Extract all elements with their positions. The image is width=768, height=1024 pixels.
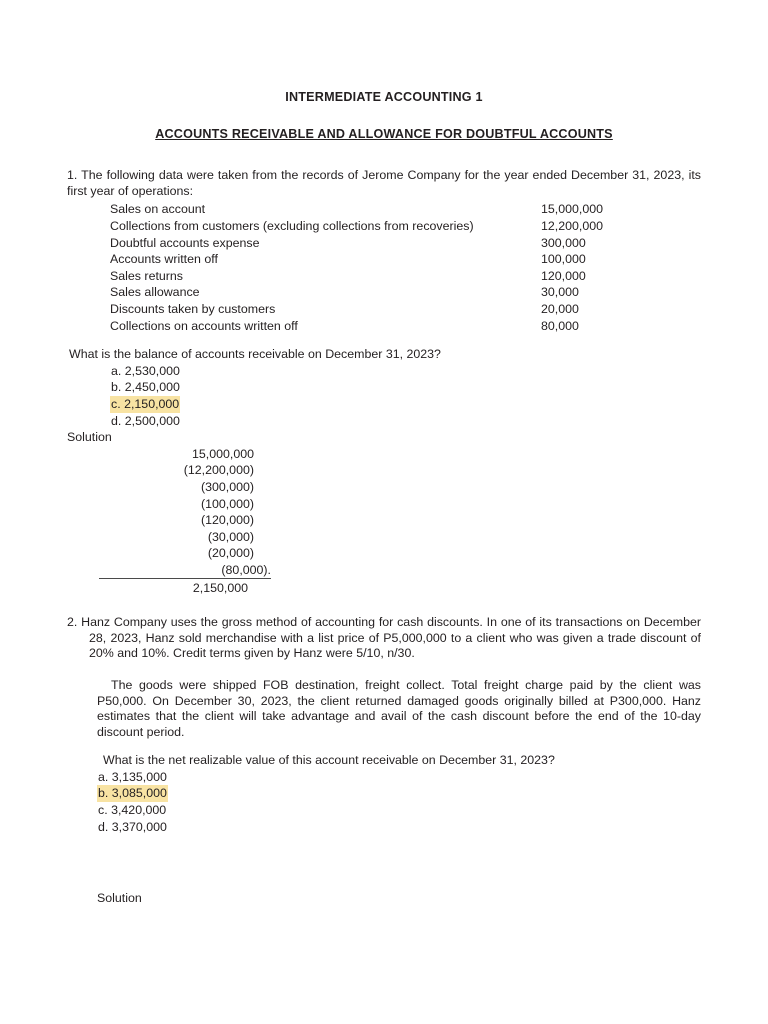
document-subtitle: ACCOUNTS RECEIVABLE AND ALLOWANCE FOR DOUBTFUL ACCOUNTS <box>155 127 613 142</box>
question-1-choices <box>67 363 701 429</box>
table-row <box>67 284 701 301</box>
computation-line: (12,200,000) <box>183 463 254 478</box>
table-row <box>67 318 701 335</box>
choice-option[interactable] <box>67 785 701 802</box>
question-1-block <box>67 168 701 597</box>
data-row-amount: 300,000 <box>541 235 586 250</box>
question-2-solution-label: Solution <box>97 891 142 906</box>
table-row <box>67 201 701 218</box>
computation-line: (100,000) <box>200 496 254 511</box>
question-1-intro: 1. The following data were taken from the records of Jerome Company for the year ended December 31, 2023, its first year of operations: <box>67 168 701 198</box>
computation-line: (80,000). <box>99 562 271 580</box>
data-row-amount: 15,000,000 <box>541 202 604 217</box>
data-row-amount: 80,000 <box>541 318 579 333</box>
computation-line: (20,000) <box>207 546 254 561</box>
table-row <box>67 235 701 252</box>
choice-label: d. 3,370,000 <box>98 819 167 834</box>
data-row-label: Sales allowance <box>110 285 200 300</box>
table-row <box>67 301 701 318</box>
choice-option[interactable] <box>67 413 701 430</box>
choice-label: c. 3,420,000 <box>98 803 167 818</box>
computation-total: 2,150,000 <box>192 581 248 596</box>
data-row-label: Discounts taken by customers <box>110 301 276 316</box>
data-row-label: Accounts written off <box>110 252 218 267</box>
document-title: INTERMEDIATE ACCOUNTING 1 <box>285 90 483 104</box>
table-row <box>67 268 701 285</box>
computation-line: (30,000) <box>207 529 254 544</box>
question-1-data-table <box>67 201 701 334</box>
computation-line: (300,000) <box>200 479 254 494</box>
question-2-paragraph-2-wrap <box>67 678 701 741</box>
choice-option[interactable] <box>67 769 701 786</box>
data-row-label: Doubtful accounts expense <box>110 235 260 250</box>
data-row-amount: 100,000 <box>541 252 586 267</box>
choice-option[interactable] <box>67 363 701 380</box>
data-row-label: Sales returns <box>110 268 184 283</box>
data-row-amount: 12,200,000 <box>541 219 604 233</box>
data-row-amount: 120,000 <box>541 268 586 283</box>
choice-label-highlighted: b. 3,085,000 <box>98 786 167 801</box>
question-2-choices <box>67 769 701 835</box>
data-row-label: Collections from customers (excluding collections from recoveries) <box>110 219 474 233</box>
data-row-amount: 30,000 <box>541 285 579 300</box>
question-2-paragraph-2: The goods were shipped FOB destination, freight collect. Total freight charge paid by the client was P50,000. On December 30, 2023, the client returned damaged goods originally billed at P300,000. Hanz estimates that the client will take advantage and avail of the cash discount before the end of the 10-day discount period. <box>97 677 701 740</box>
question-2-block <box>67 615 701 907</box>
data-table-body <box>67 201 701 334</box>
table-row <box>67 218 701 235</box>
question-1-prompt: What is the balance of accounts receivable on December 31, 2023? <box>69 347 441 362</box>
choice-label: a. 3,135,000 <box>98 769 167 784</box>
document-content <box>67 90 701 907</box>
question-2-prompt: What is the net realizable value of this account receivable on December 31, 2023? <box>103 753 555 768</box>
data-row-amount: 20,000 <box>541 301 579 316</box>
data-row-label: Sales on account <box>110 202 206 217</box>
choice-option[interactable] <box>67 396 701 413</box>
data-row-label: Collections on accounts written off <box>110 318 298 333</box>
choice-label: a. 2,530,000 <box>111 363 180 378</box>
question-1-solution-label: Solution <box>67 430 112 445</box>
choice-label: d. 2,500,000 <box>111 413 180 428</box>
question-1-solution-computation <box>99 446 271 597</box>
computation-line: (120,000) <box>200 513 254 528</box>
choice-label: b. 2,450,000 <box>111 380 180 395</box>
choice-label-highlighted: c. 2,150,000 <box>111 396 180 411</box>
question-2-intro: 2. Hanz Company uses the gross method of accounting for cash discounts. In one of its transactions on December 28, 2023, Hanz sold merchandise with a list price of P5,000,000 to a client who was given a trade discount of 20% and 10%. Credit terms given by Hanz were 5/10, n/30. <box>67 615 701 661</box>
table-row <box>67 251 701 268</box>
choice-option[interactable] <box>67 819 701 836</box>
choice-option[interactable] <box>67 379 701 396</box>
choice-option[interactable] <box>67 802 701 819</box>
computation-line: 15,000,000 <box>191 446 254 461</box>
